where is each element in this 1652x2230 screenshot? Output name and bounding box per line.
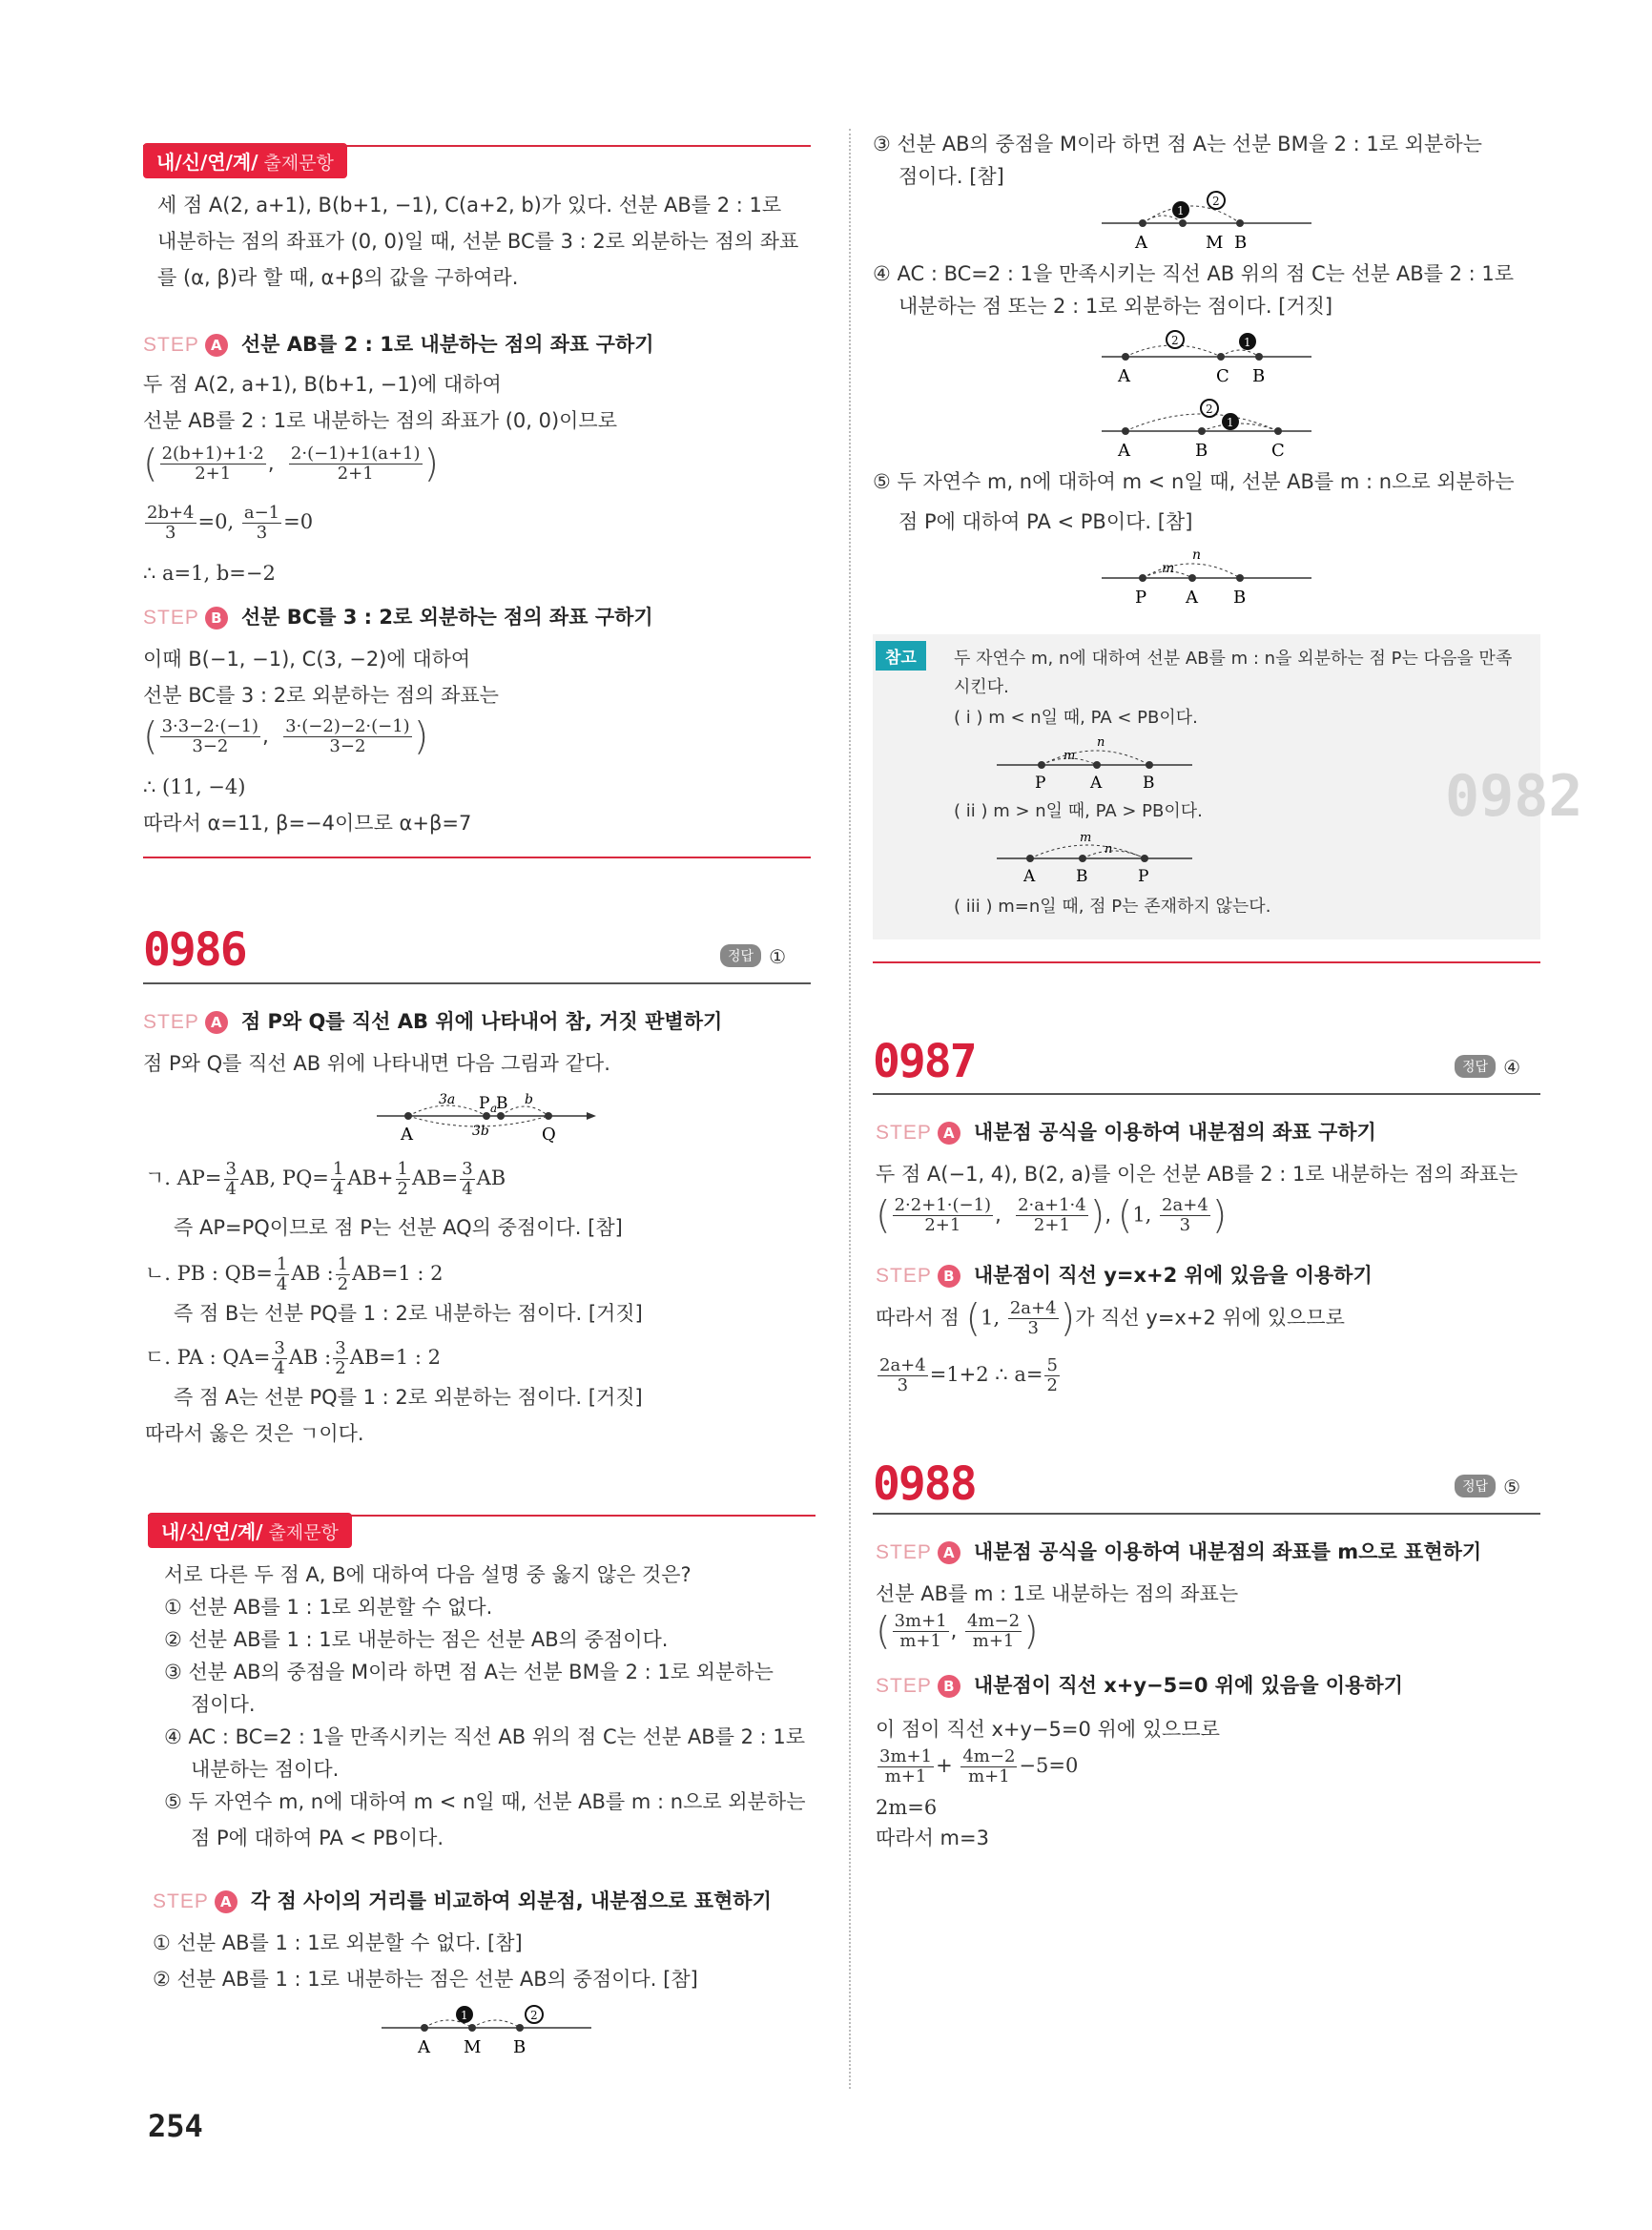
solution-line: 즉 점 A는 선분 PQ를 1 : 2로 외분하는 점이다. [거짓] bbox=[174, 1386, 643, 1409]
question-line: 세 점 A(2, a+1), B(b+1, −1), C(a+2, b)가 있다. 선분 AB를 2 : 1로 bbox=[157, 194, 782, 217]
section-rule bbox=[873, 961, 1540, 963]
step-heading bbox=[143, 330, 654, 360]
svg-text:n: n bbox=[1105, 842, 1113, 857]
svg-text:3b: 3b bbox=[472, 1124, 489, 1139]
solution-line: ㄴ. PB : QB= $\frac{1}{4}$ AB : $\frac{1}{2}$ AB=1 : 2 bbox=[145, 1254, 444, 1294]
number-line-figure bbox=[372, 1087, 601, 1145]
svg-text:P: P bbox=[1138, 867, 1149, 885]
note-line: 두 자연수 m, n에 대하여 선분 AB를 m : n을 외분하는 점 P는 다음을 만족 bbox=[954, 649, 1513, 669]
svg-text:b: b bbox=[525, 1092, 533, 1107]
solution-line: 두 점 A(−1, 4), B(2, a)를 이은 선분 AB를 2 : 1로 내분하는 점의 좌표는 bbox=[876, 1163, 1518, 1186]
equation: $\frac{2a+4}{3}$ =1+2 ∴ a= $\frac{5}{2}$ bbox=[879, 1355, 1058, 1395]
solution-line: 따라서 옳은 것은 ㄱ이다. bbox=[145, 1422, 364, 1445]
internal-division-figure bbox=[1097, 324, 1326, 387]
svg-text:a: a bbox=[490, 1102, 498, 1115]
question-line: 내분하는 점이다. bbox=[191, 1758, 340, 1781]
note-line: ( ii ) m > n일 때, PA > PB이다. bbox=[954, 801, 1203, 821]
badge-sub: 출제문항 bbox=[263, 153, 334, 174]
svg-text:P: P bbox=[479, 1094, 490, 1113]
answer-label: 정답 ① bbox=[720, 944, 786, 968]
fraction: $\frac{2\cdot(-1)+1(a+1)}{2+1}$ bbox=[290, 444, 421, 484]
svg-text:m: m bbox=[1063, 749, 1076, 763]
solution-line: 따라서 m=3 bbox=[876, 1827, 989, 1849]
badge-label: 내/신/연/계/ bbox=[156, 151, 258, 174]
step-heading: STEP B 선분 BC를 3 : 2로 외분하는 점의 좌표 구하기 bbox=[143, 606, 653, 629]
solution-line: 즉 점 B는 선분 PQ를 1 : 2로 내분하는 점이다. [거짓] bbox=[174, 1302, 643, 1325]
solution-line: 내분하는 점 또는 2 : 1로 외분하는 점이다. [거짓] bbox=[898, 295, 1333, 318]
step-heading: STEP A 각 점 사이의 거리를 비교하여 외분점, 내분점으로 표현하기 bbox=[153, 1889, 772, 1912]
question-line: 내분하는 점의 좌표가 (0, 0)일 때, 선분 BC를 3 : 2로 외분하는 점의 좌표 bbox=[157, 230, 799, 253]
note-figure bbox=[992, 733, 1202, 792]
svg-text:P: P bbox=[1135, 588, 1147, 608]
step-heading: STEP A 내분점 공식을 이용하여 내분점의 좌표 구하기 bbox=[876, 1121, 1376, 1144]
question-line: 점 P에 대하여 PA < PB이다. bbox=[191, 1827, 444, 1849]
problem-rule bbox=[873, 1093, 1540, 1095]
problem-number: 0988 bbox=[873, 1457, 976, 1511]
coord-expression: ( $\frac{3m+1}{m+1}$ , $\frac{4m-2}{m+1}$ ) bbox=[876, 1609, 1039, 1654]
svg-text:2: 2 bbox=[1212, 195, 1220, 208]
page-number: 254 bbox=[148, 2108, 203, 2144]
solution-line: 선분 AB를 2 : 1로 내분하는 점의 좌표가 (0, 0)이므로 bbox=[143, 409, 618, 432]
question-line: ⑤ 두 자연수 m, n에 대하여 m < n일 때, 선분 AB를 m : n으로 외분하는 bbox=[164, 1790, 806, 1813]
external-division-figure bbox=[1097, 399, 1326, 462]
column-divider bbox=[849, 129, 851, 2089]
svg-text:m: m bbox=[1162, 561, 1175, 576]
svg-text:B: B bbox=[1252, 366, 1266, 386]
step-letter: A bbox=[205, 334, 228, 357]
svg-text:A: A bbox=[1118, 441, 1130, 461]
solution-line: ⑤ 두 자연수 m, n에 대하여 m < n일 때, 선분 AB를 m : n으로 외분하는 bbox=[873, 470, 1515, 493]
svg-text:A: A bbox=[1023, 867, 1036, 885]
svg-text:1: 1 bbox=[461, 2009, 468, 2022]
note-tag: 참고 bbox=[876, 641, 926, 671]
solution-line: ④ AC : BC=2 : 1을 만족시키는 직선 AB 위의 점 C는 선분 AB를 2 : 1로 bbox=[873, 262, 1515, 285]
section-rule bbox=[148, 1515, 816, 1517]
fraction: $\frac{2(b+1)+1\cdot 2}{2+1}$ bbox=[161, 444, 264, 484]
naesin-badge: 내/신/연/계/ 출제문항 bbox=[148, 1513, 352, 1548]
fig-label: 3a bbox=[439, 1092, 456, 1107]
svg-text:B: B bbox=[1233, 588, 1247, 608]
note-line: 시킨다. bbox=[954, 677, 1009, 697]
naesin-badge bbox=[143, 143, 347, 178]
svg-text:B: B bbox=[1076, 867, 1088, 885]
svg-text:B: B bbox=[1234, 233, 1248, 253]
step-heading: STEP A 점 P와 Q를 직선 AB 위에 나타내어 참, 거짓 판별하기 bbox=[143, 1010, 723, 1033]
step-tag: STEP bbox=[143, 334, 199, 356]
svg-text:2: 2 bbox=[1206, 403, 1213, 416]
svg-text:P: P bbox=[1035, 774, 1046, 792]
problem-rule bbox=[143, 982, 811, 984]
question-line: ③ 선분 AB의 중점을 M이라 하면 점 A는 선분 BM을 2 : 1로 외분하는 bbox=[164, 1661, 774, 1683]
midpoint-figure bbox=[377, 1999, 606, 2056]
step-title: 선분 AB를 2 : 1로 내분하는 점의 좌표 구하기 bbox=[240, 333, 654, 356]
svg-text:2: 2 bbox=[530, 2009, 538, 2022]
coord-expression: ( $\frac{3\cdot 3-2\cdot(-1)}{3-2}$ , $\frac{3\cdot(-2)-2\cdot(-1)}{3-2}$ ) bbox=[143, 714, 429, 759]
svg-text:M: M bbox=[1206, 233, 1224, 253]
section-rule bbox=[143, 145, 811, 147]
result-line: ∴ a=1, b=−2 bbox=[143, 562, 276, 585]
svg-text:n: n bbox=[1097, 735, 1105, 750]
svg-text:A: A bbox=[1186, 588, 1198, 608]
solution-line: ② 선분 AB를 1 : 1로 내분하는 점은 선분 AB의 중점이다. [참] bbox=[153, 1968, 698, 1991]
answer-label: 정답 ④ bbox=[1455, 1055, 1520, 1079]
note-figure bbox=[992, 826, 1202, 885]
svg-text:B: B bbox=[513, 2037, 527, 2056]
svg-text:1: 1 bbox=[1177, 204, 1185, 217]
solution-line: 두 점 A(2, a+1), B(b+1, −1)에 대하여 bbox=[143, 373, 502, 396]
external-division-figure bbox=[1097, 546, 1326, 609]
solution-line: 이 점이 직선 x+y−5=0 위에 있으므로 bbox=[876, 1718, 1220, 1741]
svg-text:A: A bbox=[1118, 366, 1130, 386]
note-line: ( i ) m < n일 때, PA < PB이다. bbox=[954, 708, 1198, 728]
question-line: ④ AC : BC=2 : 1을 만족시키는 직선 AB 위의 점 C는 선분 AB를 2 : 1로 bbox=[164, 1725, 806, 1748]
question-line: 점이다. bbox=[191, 1693, 256, 1716]
svg-text:2: 2 bbox=[1171, 334, 1179, 347]
svg-text:A: A bbox=[418, 2037, 430, 2056]
result-line: ∴ (11, −4) bbox=[143, 775, 246, 798]
solution-line: 점 P에 대하여 PA < PB이다. [참] bbox=[898, 510, 1193, 533]
svg-text:n: n bbox=[1192, 547, 1202, 563]
svg-text:C: C bbox=[1216, 366, 1229, 386]
svg-text:Q: Q bbox=[542, 1125, 556, 1145]
problem-number: 0987 bbox=[873, 1035, 976, 1088]
svg-text:B: B bbox=[1143, 774, 1155, 792]
svg-text:B: B bbox=[496, 1094, 508, 1113]
equation: $\frac{2b+4}{3}$ =0, $\frac{a-1}{3}$ =0 bbox=[147, 503, 314, 543]
step-heading: STEP B 내분점이 직선 x+y−5=0 위에 있음을 이용하기 bbox=[876, 1674, 1403, 1697]
solution-line: 선분 AB를 m : 1로 내분하는 점의 좌표는 bbox=[876, 1582, 1239, 1605]
solution-line: 점 P와 Q를 직선 AB 위에 나타내면 다음 그림과 같다. bbox=[143, 1052, 610, 1075]
question-line: 서로 다른 두 점 A, B에 대하여 다음 설명 중 옳지 않은 것은? bbox=[164, 1563, 692, 1586]
coord-expression: ( $\frac{2(b+1)+1\cdot 2}{2+1}$ , $\frac{2\cdot(-1)+1(a+1)}{2+1}$ ) bbox=[143, 442, 440, 486]
svg-text:C: C bbox=[1271, 441, 1285, 461]
svg-text:A: A bbox=[1135, 233, 1147, 253]
step-heading: STEP A 내분점 공식을 이용하여 내분점의 좌표를 m으로 표현하기 bbox=[876, 1540, 1482, 1563]
question-line: ② 선분 AB를 1 : 1로 내분하는 점은 선분 AB의 중점이다. bbox=[164, 1628, 669, 1651]
svg-text:1: 1 bbox=[1227, 416, 1234, 429]
svg-text:1: 1 bbox=[1244, 336, 1251, 349]
solution-line: ① 선분 AB를 1 : 1로 외분할 수 없다. [참] bbox=[153, 1931, 523, 1954]
solution-line: 따라서 점 (1, $\frac{2a+4}{3}$ )가 직선 y=x+2 위에 있으므로 bbox=[876, 1296, 1345, 1341]
section-rule bbox=[143, 857, 811, 858]
ghost-watermark: 0982 bbox=[1445, 763, 1583, 830]
solution-line: 2m=6 bbox=[876, 1796, 938, 1819]
coord-expression: ( $\frac{2\cdot 2+1\cdot(-1)}{2+1}$ , $\frac{2\cdot a+1\cdot 4}{2+1}$ ), (1, $\frac{2a+4}{3}$ ) bbox=[876, 1193, 1228, 1238]
svg-text:A: A bbox=[1090, 774, 1103, 792]
solution-line: 이때 B(−1, −1), C(3, −2)에 대하여 bbox=[143, 648, 471, 671]
solution-line: 즉 AP=PQ이므로 점 P는 선분 AQ의 중점이다. [참] bbox=[174, 1216, 623, 1239]
svg-text:B: B bbox=[1195, 441, 1208, 461]
solution-line: 점이다. [참] bbox=[898, 165, 1004, 188]
question-line: ① 선분 AB를 1 : 1로 외분할 수 없다. bbox=[164, 1596, 493, 1619]
answer-label: 정답 ⑤ bbox=[1455, 1475, 1520, 1498]
external-division-figure bbox=[1097, 191, 1326, 254]
equation: $\frac{3m+1}{m+1}$ + $\frac{4m-2}{m+1}$ −5=0 bbox=[879, 1746, 1079, 1786]
step-heading: STEP B 내분점이 직선 y=x+2 위에 있음을 이용하기 bbox=[876, 1264, 1373, 1287]
solution-line: ㄷ. PA : QA= $\frac{3}{4}$ AB : $\frac{3}{2}$ AB=1 : 2 bbox=[145, 1338, 442, 1378]
problem-number: 0986 bbox=[143, 923, 246, 977]
question-line: 를 (α, β)라 할 때, α+β의 값을 구하여라. bbox=[157, 266, 519, 289]
solution-line: 선분 BC를 3 : 2로 외분하는 점의 좌표는 bbox=[143, 684, 499, 707]
problem-rule bbox=[873, 1513, 1540, 1515]
svg-text:m: m bbox=[1080, 831, 1092, 845]
note-line: ( iii ) m=n일 때, 점 P는 존재하지 않는다. bbox=[954, 897, 1271, 917]
svg-text:M: M bbox=[464, 2037, 482, 2056]
svg-text:A: A bbox=[401, 1125, 413, 1145]
result-line: 따라서 α=11, β=−4이므로 α+β=7 bbox=[143, 812, 472, 835]
solution-line: ㄱ. AP= $\frac{3}{4}$ AB, PQ= $\frac{1}{4}$ AB+ $\frac{1}{2}$ AB= $\frac{3}{4}$ AB bbox=[145, 1159, 506, 1199]
solution-line: ③ 선분 AB의 중점을 M이라 하면 점 A는 선분 BM을 2 : 1로 외분하는 bbox=[873, 133, 1482, 155]
